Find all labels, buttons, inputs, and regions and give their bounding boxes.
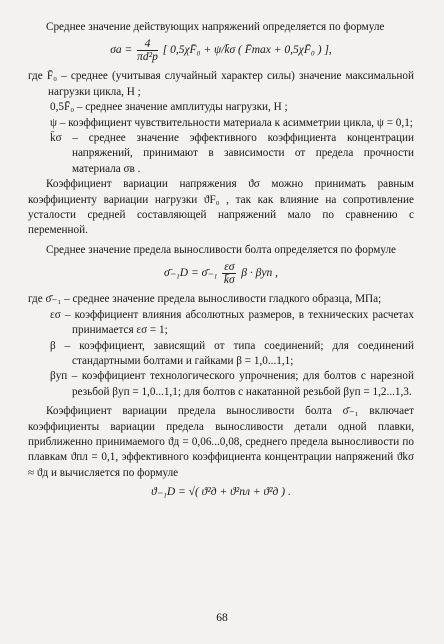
definition-f0: где F̄₀ – среднее (учитывая случайный характер силы) значение максимальной нагрузки цикла, Н ; (28, 70, 414, 98)
formula-endurance-limit-numerator: εσ (224, 261, 235, 274)
formula-endurance-limit-lhs: σ̄₋₁D = σ̄₋₁ (164, 267, 218, 280)
formula-mean-stress (28, 38, 414, 63)
formula-mean-stress-numerator: 4 (137, 38, 158, 51)
definition-beta-up: βуп – коэффициент технологического упрочнения; для болтов с нарезной резьбой βуп = 1,0...1,1; для болтов с накатанной резьбой βуп = 1,2...1,3. (50, 370, 414, 398)
definition-psi: ψ – коэффициент чувствительности материала к асимметрии цикла, ψ = 0,1; (50, 116, 413, 129)
intro-paragraph: Среднее значение действующих напряжений определяется по формуле (46, 21, 385, 33)
formula-endurance-limit-denominator: k̄σ (223, 274, 235, 287)
definition-sigma-minus1: где σ̄₋₁ – среднее значение предела выносливости гладкого образца, МПа; (28, 293, 382, 306)
definition-epsilon: εσ – коэффициент влияния абсолютных размеров, в технических расчетах принимается εσ = 1; (50, 308, 414, 337)
definition-beta: β – коэффициент, зависящий от типа соединений; для соединений стандартными болтами и гайками β = 1,0...1,1; (50, 339, 414, 367)
paragraph-coefficient: Коэффициент вариации предела выносливости болта σ̄₋₁ включает коэффициенты вариации предела выносливости детали одной плавки, приближенно принимаемого ϑд = 0,06...0,08, среднего предела выносливости по плавкам ϑпл = 0,1, эффективного коэффициента концентрации напряжений ϑkσ ≈ ϑд и вычисляется по формуле (28, 405, 414, 479)
formula-variation: ϑ₋₁D = √( ϑ²д + ϑ²пл + ϑ²д ) . (151, 486, 291, 499)
page-number: 68 (216, 612, 228, 624)
formula-mean-stress-rhs: [ 0,5χF̄₀ + ψ/k̄σ ( F̄max + 0,5χF̄₀ ) ], (162, 44, 332, 57)
formula-endurance-limit-rhs: β · βуп , (241, 267, 278, 280)
formula-mean-stress-denominator: πd²p (137, 51, 158, 64)
definition-amplitude: 0,5F̄₀ – среднее значение амплитуды нагрузки, Н ; (50, 101, 288, 114)
formula-endurance-limit (28, 261, 414, 286)
paragraph-variation: Коэффициент вариации напряжения ϑσ можно принимать равным коэффициенту вариации нагрузки ϑF₀ , так как влияние на сопротивление усталости средней составляющей напряжений мало по сравнению с переменной. (28, 178, 414, 237)
formula-mean-stress-lhs: σa = (110, 44, 133, 57)
paragraph-mean-limit: Среднее значение предела выносливости болта определяется по формуле (46, 243, 397, 256)
definition-k-sigma: k̄σ – среднее значение эффективного коэффициента концентрации напряжений, принимают в зависимости от предела прочности материала σв . (50, 132, 414, 175)
formula-endurance-limit-fraction (222, 261, 236, 286)
formula-mean-stress-fraction (137, 38, 158, 63)
